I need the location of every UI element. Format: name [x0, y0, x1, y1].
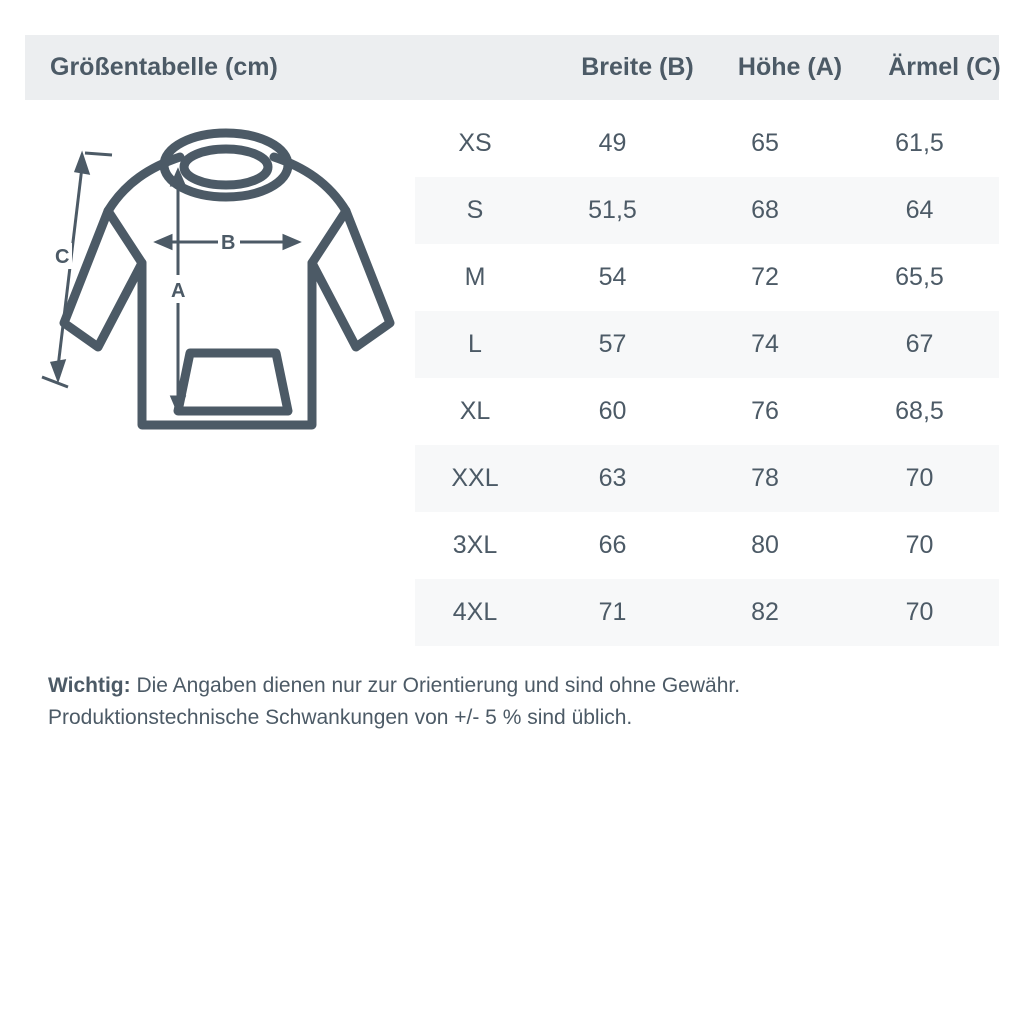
cell-aermel: 68,5	[895, 397, 944, 425]
footnote-lead: Wichtig:	[48, 674, 131, 697]
cell-breite: 51,5	[588, 196, 637, 224]
cell-aermel: 65,5	[895, 263, 944, 291]
table-row	[415, 445, 999, 512]
label-a: A	[171, 280, 186, 302]
cell-breite: 49	[598, 129, 627, 157]
cell-breite: 71	[598, 598, 627, 626]
column-header-aermel: Ärmel (C)	[888, 53, 1001, 81]
table-row	[415, 512, 999, 579]
table-header-bar	[25, 35, 999, 100]
cell-aermel: 64	[905, 196, 934, 224]
label-b: B	[221, 232, 236, 254]
column-header-size	[440, 53, 560, 82]
page-title: Größentabelle (cm)	[50, 53, 278, 81]
cell-hoehe: 74	[751, 330, 779, 358]
cell-hoehe: 68	[751, 196, 779, 224]
footnote-line1: Die Angaben dienen nur zur Orientierung und sind ohne Gewähr.	[130, 674, 741, 697]
cell-breite: 66	[598, 531, 627, 559]
cell-aermel: 61,5	[895, 129, 944, 157]
cell-hoehe: 80	[751, 531, 779, 559]
table-row	[415, 579, 999, 646]
cell-aermel: 70	[905, 464, 934, 492]
cell-size: M	[464, 263, 486, 291]
label-c: C	[55, 246, 70, 268]
cell-size: XS	[458, 129, 492, 157]
cell-aermel: 70	[905, 531, 934, 559]
cell-size: 3XL	[452, 531, 498, 559]
size-table	[415, 110, 999, 646]
footnote-line2: Produktionstechnische Schwankungen von +/- 5 % sind üblich.	[48, 706, 633, 729]
hoodie-diagram-icon	[30, 115, 410, 455]
cell-size: XL	[459, 397, 491, 425]
cell-hoehe: 78	[751, 464, 779, 492]
table-row	[415, 110, 999, 177]
table-row	[415, 378, 999, 445]
column-headers	[440, 53, 1024, 82]
cell-size: L	[468, 330, 482, 358]
cell-hoehe: 82	[751, 598, 779, 626]
footnote	[48, 670, 988, 734]
table-row	[415, 177, 999, 244]
cell-hoehe: 65	[751, 129, 779, 157]
column-header-hoehe: Höhe (A)	[737, 53, 843, 81]
table-row	[415, 244, 999, 311]
cell-breite: 57	[598, 330, 627, 358]
cell-breite: 63	[598, 464, 627, 492]
cell-aermel: 70	[905, 598, 934, 626]
cell-breite: 60	[598, 397, 627, 425]
cell-aermel: 67	[905, 330, 934, 358]
cell-hoehe: 76	[751, 397, 779, 425]
table-row	[415, 311, 999, 378]
cell-breite: 54	[598, 263, 627, 291]
cell-size: S	[466, 196, 484, 224]
cell-hoehe: 72	[751, 263, 779, 291]
cell-size: 4XL	[452, 598, 498, 626]
cell-size: XXL	[451, 464, 499, 492]
column-header-breite: Breite (B)	[581, 53, 694, 81]
